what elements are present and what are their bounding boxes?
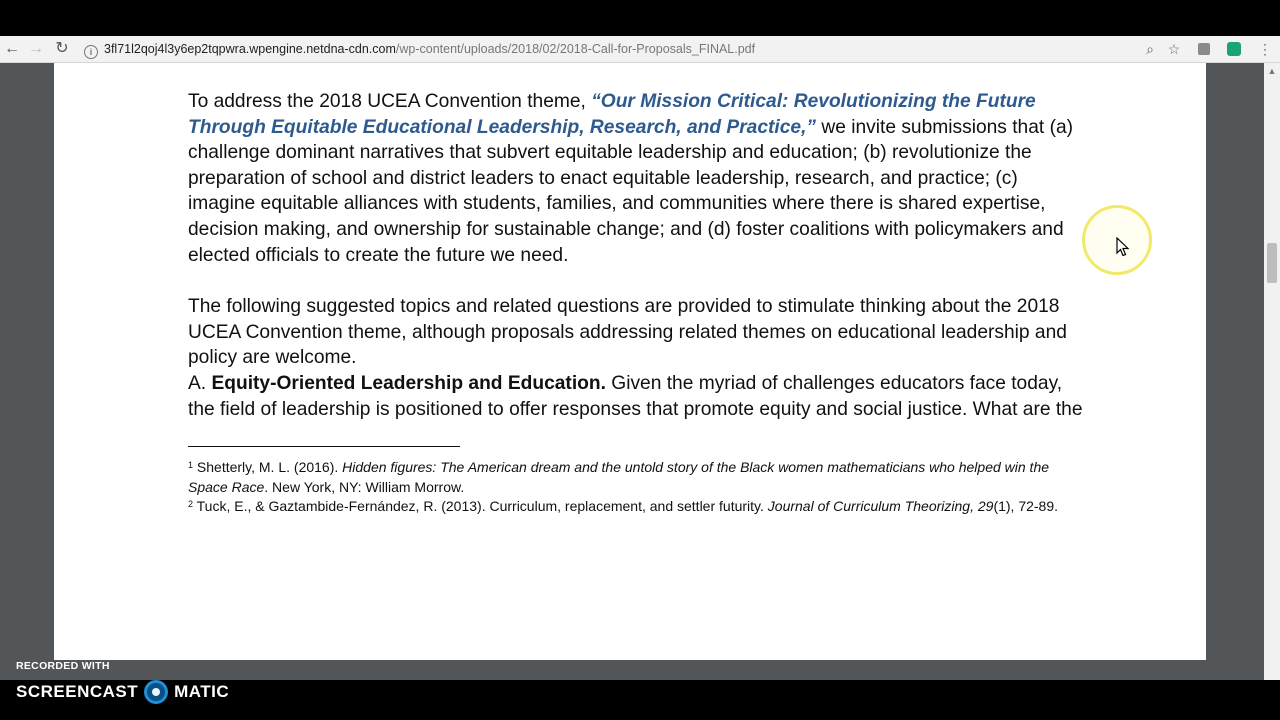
paragraph-topic-a: A. Equity-Oriented Leadership and Education. Given the myriad of challenges educators face today, the field of leadership is positioned to offer responses that promote equity and social justice. What are the [188, 373, 1083, 420]
paragraph-topics: The following suggested topics and related questions are provided to stimulate thinking about the 2018 UCEA Convention theme, although proposals addressing related themes on educational leadership and policy are welcome. [188, 296, 1067, 369]
scroll-up-icon[interactable]: ▲ [1267, 66, 1277, 76]
reload-icon[interactable]: ↻ [55, 40, 69, 57]
zoom-icon[interactable]: ⌕ [1146, 41, 1154, 57]
forward-arrow-icon[interactable]: → [28, 40, 44, 57]
mouse-pointer-icon [1116, 237, 1130, 257]
address-field[interactable] [84, 39, 1140, 59]
url-host: 3fl71l2qoj4l3y6ep2tqpwra.wpengine.netdna-cdn.com [104, 42, 396, 56]
topic-heading: Equity-Oriented Leadership and Education. [211, 373, 606, 394]
pdf-viewer[interactable] [0, 63, 1280, 680]
window-top-band [0, 0, 1280, 36]
footnote-divider [188, 446, 460, 447]
menu-icon[interactable]: ⋮ [1258, 41, 1272, 57]
paragraph-theme: To address the 2018 UCEA Convention theme, “Our Mission Critical: Revolutionizing the Future Through Equitable Educational Leadership, Research, and Practice,” we invite submissions that (a) challenge dominant narratives that subvert equitable leadership and education; (b) revolutionize the preparation of school and district leaders to enact equitable leadership, research, and practice; (c) imagine equitable alliances with students, families, and communities where there is shared expertise, decision making, and ownership for sustainable change; and (d) foster coalitions with policymakers and elected officials to create the future we need. [188, 91, 1074, 266]
star-icon[interactable]: ☆ [1167, 41, 1181, 57]
extension-icon[interactable] [1225, 40, 1243, 58]
info-icon[interactable]: i [84, 45, 98, 59]
url-path: /wp-content/uploads/2018/02/2018-Call-for-Proposals_FINAL.pdf [395, 42, 756, 56]
back-arrow-icon[interactable]: ← [4, 40, 20, 57]
convention-theme: “Our Mission Critical: Revolutionizing the Future Through Equitable Educational Leadership, Research, and Practice,” [188, 91, 1036, 138]
scroll-thumb[interactable] [1267, 243, 1277, 283]
record-icon [144, 680, 168, 704]
scrollbar[interactable] [1264, 63, 1280, 680]
browser-toolbar [0, 36, 1280, 63]
extension-icon[interactable] [1195, 40, 1213, 58]
recorded-with-label: RECORDED WITH [16, 660, 110, 672]
footnote-2: $^2$ Tuck, E., & Gaztambide-Fernández, R. (2013). Curriculum, replacement, and settler futurity. Journal of Curriculum Theorizing, 29(1), 72-89. [188, 498, 1059, 514]
footnote-1: $^1$ Shetterly, M. L. (2016). Hidden figures: The American dream and the untold story of the Black women mathematicians who helped win the Space Race. New York, NY: William Morrow. [188, 459, 1050, 495]
pdf-page [54, 63, 1206, 660]
screencastomatic-logo: SCREENCAST MATIC [16, 680, 229, 704]
